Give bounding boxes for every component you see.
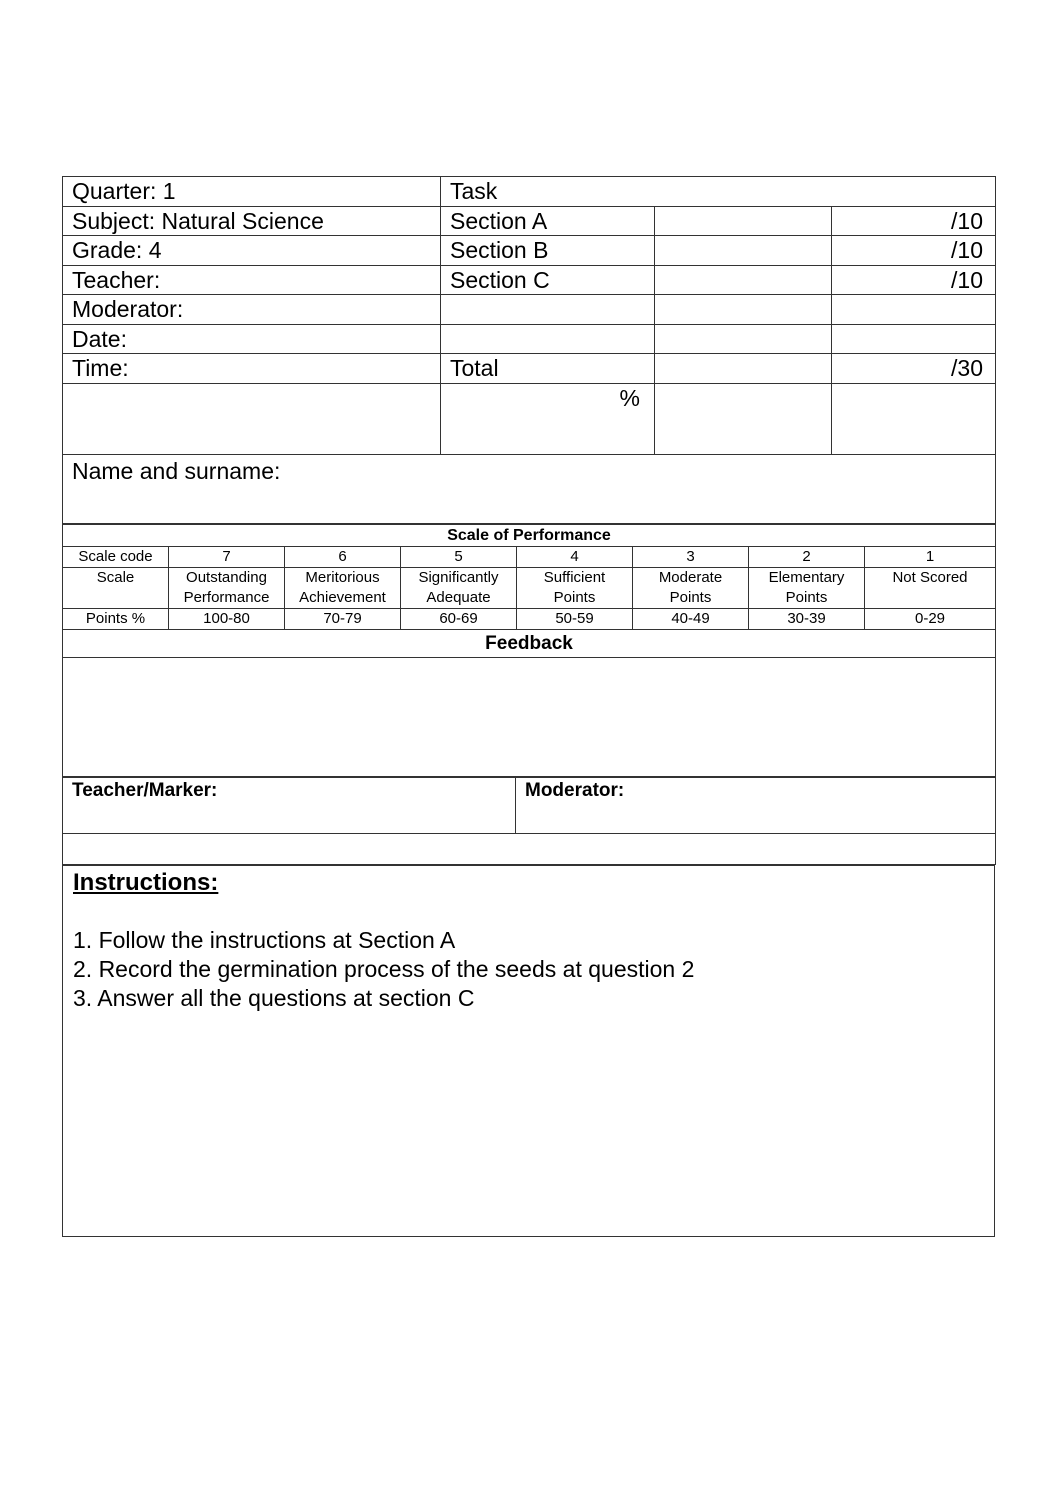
empty-cell — [655, 295, 832, 325]
instructions-list — [73, 926, 994, 1013]
total-label: Total — [441, 354, 655, 384]
teacher-marker-field[interactable]: Teacher/Marker: — [63, 777, 516, 833]
spacer-row — [63, 833, 996, 864]
scale-level-3 — [633, 567, 749, 608]
section-a-label: Section A — [441, 206, 655, 236]
scale-title: Scale of Performance — [63, 524, 996, 546]
points-range: 0-29 — [865, 608, 996, 629]
moderator-signoff-field[interactable]: Moderator: — [516, 777, 996, 833]
scale-code: 4 — [517, 546, 633, 567]
scale-text: Moderate — [658, 568, 723, 586]
section-b-score[interactable] — [655, 236, 832, 266]
section-a-score[interactable] — [655, 206, 832, 236]
points-range: 40-49 — [633, 608, 749, 629]
scale-text: Points — [553, 588, 596, 606]
scale-text: Adequate — [426, 588, 491, 606]
scale-level-7 — [169, 567, 285, 608]
empty-cell — [441, 295, 655, 325]
grade-field: Grade: 4 — [63, 236, 441, 266]
empty-cell — [441, 324, 655, 354]
section-a-max: /10 — [832, 206, 996, 236]
assessment-cover-sheet — [62, 176, 995, 1237]
subject-field: Subject: Natural Science — [63, 206, 441, 236]
empty-cell — [832, 295, 996, 325]
scale-text: Achievement — [299, 588, 386, 606]
teacher-field[interactable]: Teacher: — [63, 265, 441, 295]
scale-level-5 — [401, 567, 517, 608]
empty-cell — [832, 383, 996, 454]
empty-cell — [832, 324, 996, 354]
empty-cell — [655, 324, 832, 354]
feedback-title: Feedback — [63, 629, 996, 657]
scale-code: 5 — [401, 546, 517, 567]
scale-text: Elementary — [768, 568, 845, 586]
instruction-item: 2. Record the germination process of the seeds at question 2 — [73, 955, 695, 982]
points-range: 30-39 — [749, 608, 865, 629]
scale-text: Meritorious — [305, 568, 380, 586]
scale-code: 2 — [749, 546, 865, 567]
section-c-score[interactable] — [655, 265, 832, 295]
scale-code: 3 — [633, 546, 749, 567]
signoff-table — [62, 777, 996, 865]
instruction-item: 1. Follow the instructions at Section A — [73, 926, 456, 953]
instructions-title: Instructions: — [73, 868, 219, 896]
scale-text: Points — [669, 588, 712, 606]
scale-code-label: Scale code — [63, 546, 169, 567]
quarter-field: Quarter: 1 — [63, 177, 441, 207]
section-c-max: /10 — [832, 265, 996, 295]
scale-text: Not Scored — [892, 568, 968, 586]
total-score[interactable] — [655, 354, 832, 384]
task-info-table — [62, 176, 996, 524]
scale-code: 1 — [865, 546, 996, 567]
scale-text: Outstanding — [186, 568, 267, 586]
scale-level-1 — [865, 567, 996, 608]
task-label: Task — [441, 177, 996, 207]
scale-text: Performance — [183, 588, 270, 606]
scale-code: 7 — [169, 546, 285, 567]
scale-of-performance-table — [62, 524, 996, 777]
points-range: 70-79 — [285, 608, 401, 629]
feedback-area[interactable] — [63, 657, 996, 776]
empty-cell — [63, 383, 441, 454]
moderator-field[interactable]: Moderator: — [63, 295, 441, 325]
name-surname-field[interactable]: Name and surname: — [63, 454, 996, 523]
total-max: /30 — [832, 354, 996, 384]
scale-level-6 — [285, 567, 401, 608]
date-field[interactable]: Date: — [63, 324, 441, 354]
scale-text: Sufficient — [543, 568, 606, 586]
scale-level-4 — [517, 567, 633, 608]
points-range: 100-80 — [169, 608, 285, 629]
scale-text: Points — [785, 588, 828, 606]
points-label: Points % — [63, 608, 169, 629]
scale-code: 6 — [285, 546, 401, 567]
points-range: 60-69 — [401, 608, 517, 629]
instructions-table — [62, 865, 995, 1237]
scale-level-2 — [749, 567, 865, 608]
section-c-label: Section C — [441, 265, 655, 295]
percent-label: % — [441, 383, 655, 454]
scale-text: Significantly — [418, 568, 499, 586]
points-range: 50-59 — [517, 608, 633, 629]
time-field[interactable]: Time: — [63, 354, 441, 384]
scale-label: Scale — [63, 567, 169, 608]
percent-score[interactable] — [655, 383, 832, 454]
section-b-max: /10 — [832, 236, 996, 266]
section-b-label: Section B — [441, 236, 655, 266]
instructions-box — [63, 865, 995, 1236]
instruction-item: 3. Answer all the questions at section C — [73, 984, 475, 1011]
